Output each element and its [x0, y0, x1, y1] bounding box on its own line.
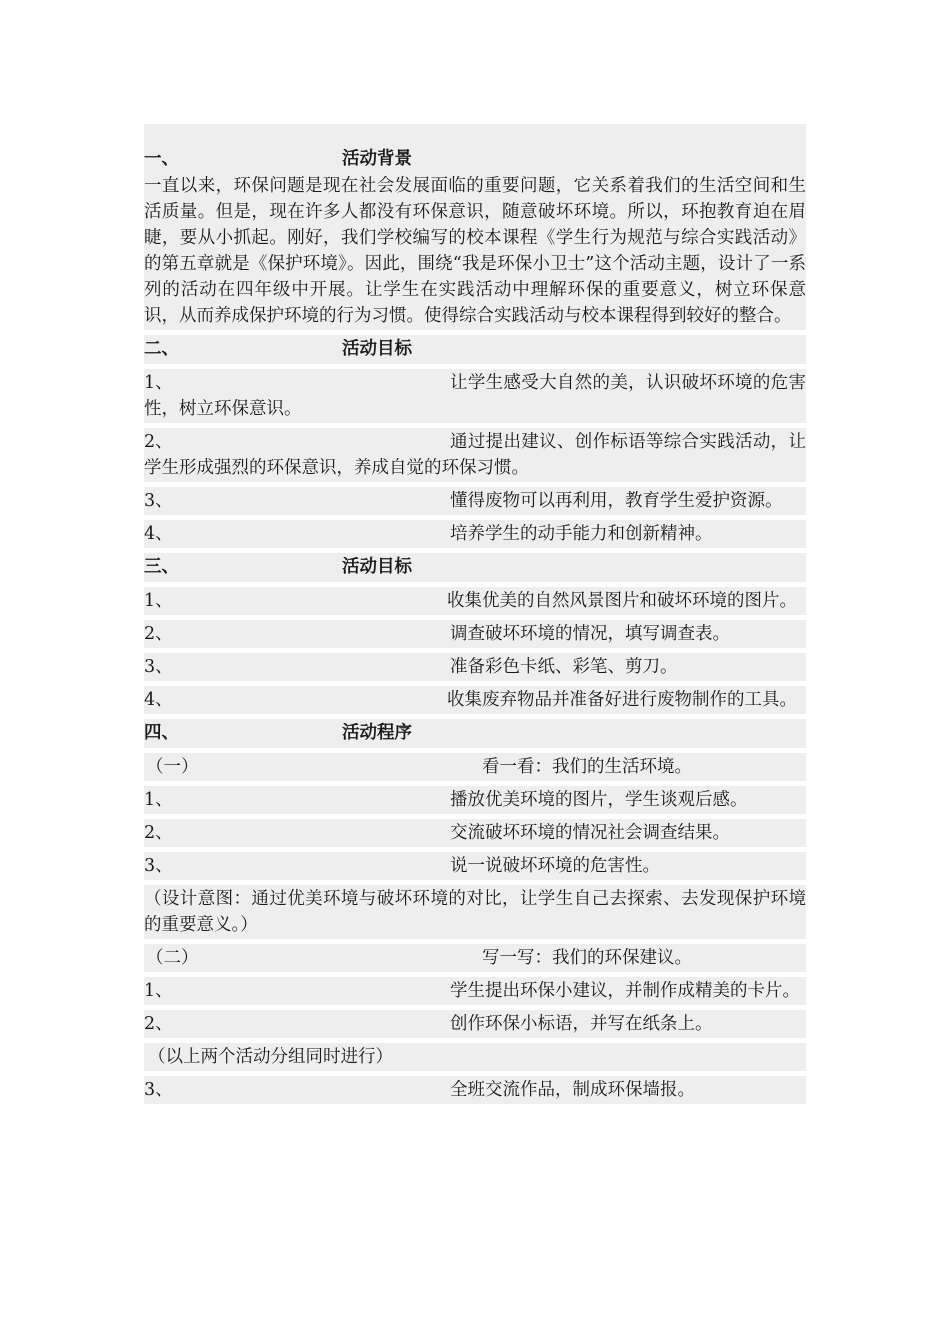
list-item [144, 1076, 806, 1104]
section-heading [144, 146, 806, 173]
group-note [144, 1043, 806, 1071]
subsection-title: 看一看：我们的生活环境。 [482, 757, 692, 777]
section-4-heading-block [144, 719, 806, 748]
list-item [144, 977, 806, 1005]
section-title: 活动背景 [342, 149, 412, 169]
list-item [144, 686, 806, 714]
list-item [144, 520, 806, 548]
list-item [144, 653, 806, 681]
item-number: 1、 [144, 790, 173, 810]
subsection-heading [144, 753, 806, 781]
section-3-heading-block [144, 553, 806, 582]
item-text: 准备彩色卡纸、彩笔、剪刀。 [450, 657, 678, 677]
item-number: 3、 [144, 491, 173, 511]
list-item [144, 487, 806, 515]
list-item [144, 587, 806, 615]
item-text: 交流破坏环境的情况社会调查结果。 [450, 823, 730, 843]
item-number: 2、 [144, 624, 173, 644]
item-text: 全班交流作品，制成环保墙报。 [450, 1080, 695, 1100]
section-1 [144, 124, 806, 330]
item-number: 2、 [144, 1014, 173, 1034]
background-paragraph: 一直以来，环保问题是现在社会发展面临的重要问题，它关系着我们的生活空间和生活质量。但是，现在许多人都没有环保意识，随意破坏环境。所以，环抱教育迫在眉睫，要从小抓起。刚好，我们学校编写的校本课程《学生行为规范与综合实践活动》的第五章就是《保护环境》。因此，围绕“我是环保小卫士”这个活动主题，设计了一系列的活动在四年级中开展。让学生在实践活动中理解环保的重要意义，树立环保意识，从而养成保护环境的行为习惯。使得综合实践活动与校本课程得到较好的整合。 [144, 176, 806, 326]
list-item [144, 786, 806, 814]
document-body [144, 124, 806, 1109]
subsection-number: （一） [146, 757, 199, 777]
list-item [144, 852, 806, 880]
item-text: 创作环保小标语，并写在纸条上。 [450, 1014, 713, 1034]
note-text: （设计意图：通过优美环境与破坏环境的对比，让学生自己去探索、去发现保护环境的重要意义。） [144, 889, 806, 935]
item-number: 4、 [144, 690, 173, 710]
item-number: 1、 [144, 373, 173, 393]
section-2-heading-block [144, 335, 806, 364]
item-number: 1、 [144, 981, 173, 1001]
list-item [144, 819, 806, 847]
list-item [144, 428, 806, 482]
item-text: 懂得废物可以再利用，教育学生爱护资源。 [450, 491, 783, 511]
design-note [144, 885, 806, 939]
list-item [144, 1010, 806, 1038]
section-heading [144, 554, 806, 581]
item-number: 2、 [144, 823, 173, 843]
item-number: 3、 [144, 657, 173, 677]
list-item [144, 369, 806, 423]
section-title: 活动目标 [342, 339, 412, 359]
section-heading [144, 336, 806, 363]
section-heading [144, 720, 806, 747]
item-text: 通过提出建议、创作标语等综合实践活动，让学生形成强烈的环保意识，养成自觉的环保习惯。 [144, 432, 806, 478]
item-number: 4、 [144, 524, 173, 544]
item-text: 让学生感受大自然的美，认识破坏环境的危害性，树立环保意识。 [144, 373, 806, 419]
item-text: 调查破坏环境的情况，填写调查表。 [450, 624, 730, 644]
section-number: 三、 [144, 557, 179, 577]
item-number: 3、 [144, 1080, 173, 1100]
item-text: 播放优美环境的图片，学生谈观后感。 [450, 790, 748, 810]
section-number: 一、 [144, 149, 179, 169]
item-text: 培养学生的动手能力和创新精神。 [450, 524, 713, 544]
item-text: 收集废弃物品并准备好进行废物制作的工具。 [447, 690, 797, 710]
section-title: 活动目标 [342, 557, 412, 577]
item-text: 学生提出环保小建议，并制作成精美的卡片。 [450, 981, 800, 1001]
item-text: 收集优美的自然风景图片和破坏环境的图片。 [447, 591, 797, 611]
subsection-number: （二） [146, 948, 199, 968]
section-number: 二、 [144, 339, 179, 359]
subsection-heading [144, 944, 806, 972]
list-item [144, 620, 806, 648]
item-number: 1、 [144, 591, 173, 611]
section-number: 四、 [144, 723, 179, 743]
item-number: 3、 [144, 856, 173, 876]
subsection-title: 写一写：我们的环保建议。 [482, 948, 692, 968]
section-title: 活动程序 [342, 723, 412, 743]
item-number: 2、 [144, 432, 173, 452]
note-text: （以上两个活动分组同时进行） [148, 1047, 393, 1067]
item-text: 说一说破坏环境的危害性。 [450, 856, 660, 876]
